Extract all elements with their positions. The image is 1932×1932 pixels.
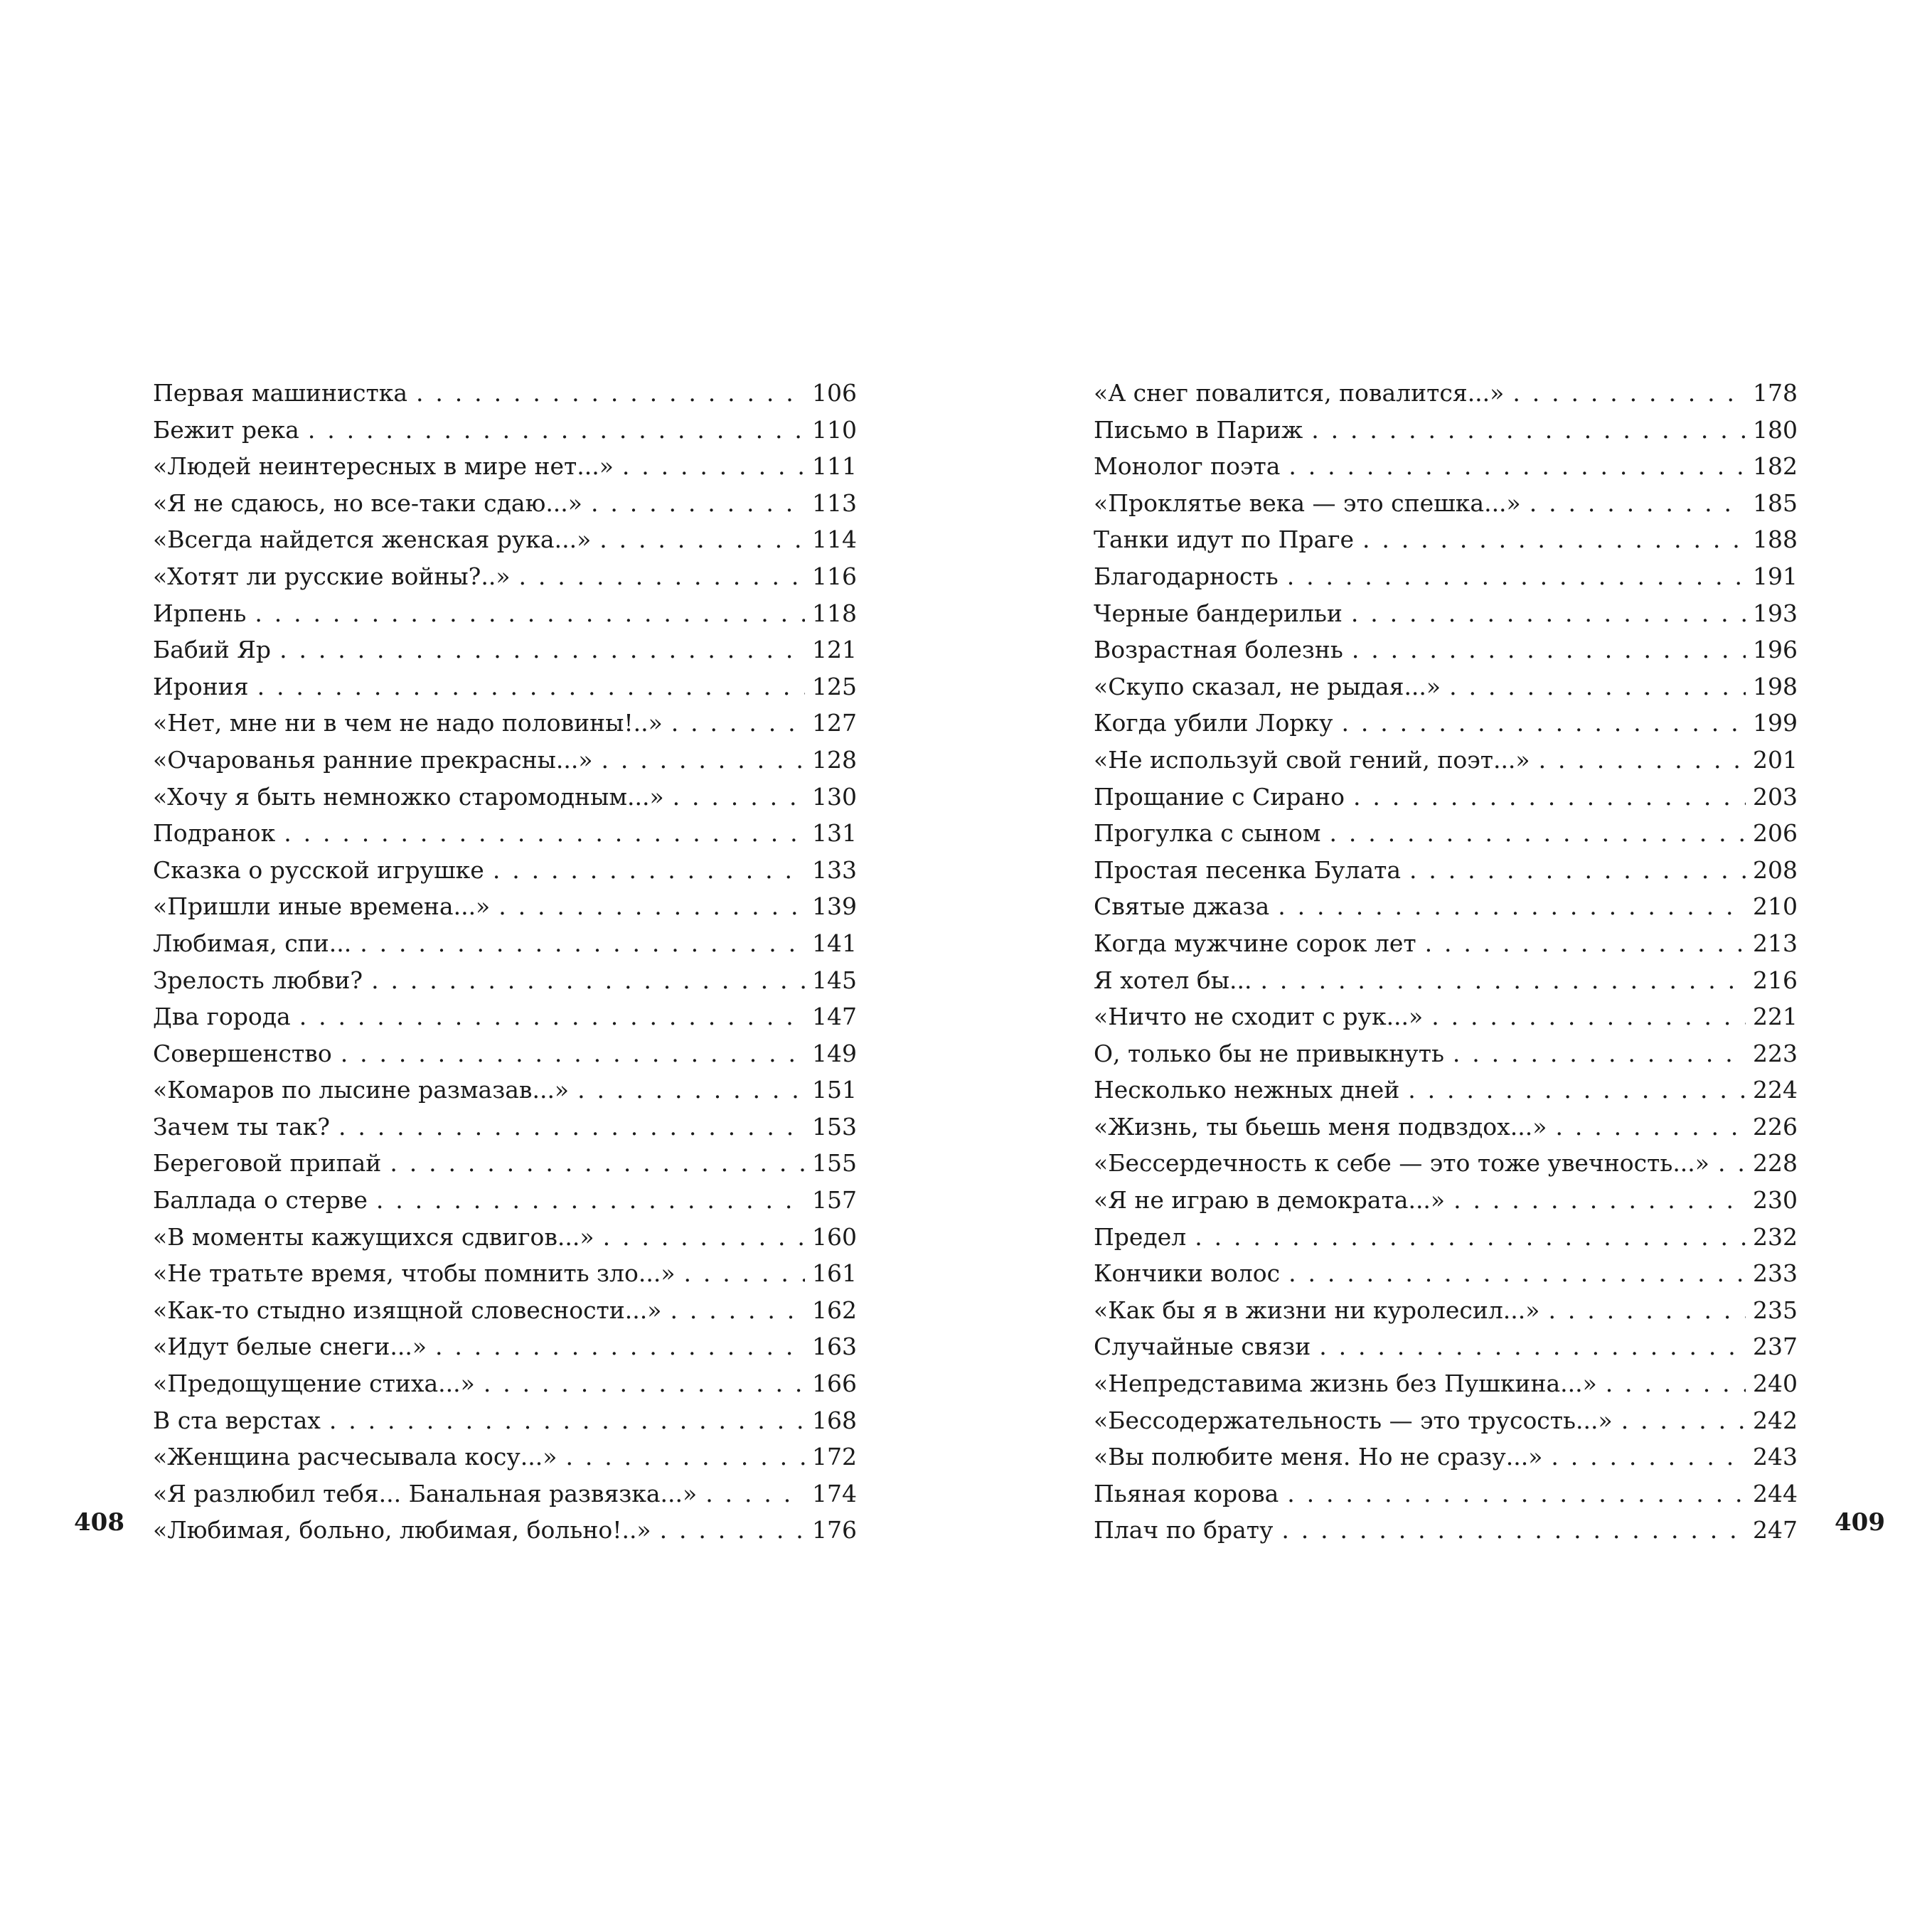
toc-entry-title: «Я разлюбил тебя... Банальная развязка...»: [153, 1479, 698, 1507]
toc-dot-leader: [498, 888, 805, 925]
toc-entry-title: «Всегда найдется женская рука...»: [153, 525, 592, 554]
toc-entry-page: 160: [812, 1222, 857, 1251]
toc-entry: [1094, 962, 1798, 999]
toc-entry-title: «Бессердечность к себе — это тоже увечность...»: [1094, 1149, 1709, 1178]
toc-entry: [153, 1109, 857, 1146]
toc-entry-page: 111: [812, 452, 857, 481]
toc-entry-page: 224: [1753, 1076, 1798, 1104]
toc-entry: [1094, 1328, 1798, 1365]
toc-dot-leader: [390, 1145, 805, 1182]
toc-entry-title: Случайные связи: [1094, 1333, 1311, 1361]
toc-dot-leader: [1606, 1365, 1746, 1402]
toc-entry-page: 235: [1753, 1296, 1798, 1324]
toc-entry: [153, 962, 857, 999]
toc-entry-title: Предел: [1094, 1222, 1187, 1251]
toc-entry-page: 201: [1753, 745, 1798, 774]
toc-entry-title: Черные бандерильи: [1094, 599, 1343, 627]
toc-entry: [1094, 1109, 1798, 1146]
toc-entry: [1094, 1439, 1798, 1475]
toc-dot-leader: [684, 1255, 805, 1292]
toc-entry: [153, 375, 857, 412]
toc-entry-title: Любимая, спи...: [153, 929, 352, 957]
toc-dot-leader: [484, 1365, 805, 1402]
toc-dot-leader: [376, 1182, 805, 1219]
toc-dot-leader: [577, 1072, 805, 1109]
toc-dot-leader: [1311, 412, 1746, 449]
toc-entry: [1094, 558, 1798, 595]
toc-entry-title: «Скупо сказал, не рыдая...»: [1094, 672, 1441, 700]
toc-entry: [153, 1365, 857, 1402]
toc-entry: [153, 1475, 857, 1512]
toc-entry-title: Несколько нежных дней: [1094, 1076, 1400, 1104]
toc-entry-title: «Предощущение стиха...»: [153, 1370, 475, 1398]
toc-entry: [153, 412, 857, 449]
toc-entry: [153, 705, 857, 742]
toc-dot-leader: [1431, 998, 1746, 1035]
toc-entry-page: 113: [812, 489, 857, 517]
toc-entry-page: 232: [1753, 1222, 1798, 1251]
toc-dot-leader: [329, 1402, 805, 1439]
toc-entry-title: В ста верстах: [153, 1406, 321, 1434]
toc-entry: [1094, 1035, 1798, 1072]
toc-entry: [1094, 1219, 1798, 1256]
toc-entry-page: 162: [812, 1296, 857, 1324]
toc-entry-title: Ирония: [153, 672, 249, 700]
toc-entry: [1094, 925, 1798, 962]
toc-entry-page: 198: [1753, 672, 1798, 700]
toc-entry-title: Зрелость любви?: [153, 966, 363, 994]
toc-entry-title: «Непредставима жизнь без Пушкина...»: [1094, 1370, 1597, 1398]
toc-entry-title: Зачем ты так?: [153, 1112, 330, 1141]
toc-entry-title: Кончики волос: [1094, 1259, 1281, 1288]
toc-entry-page: 110: [812, 415, 857, 444]
toc-entry-page: 118: [812, 599, 857, 627]
toc-entry-page: 247: [1753, 1516, 1798, 1544]
toc-entry: [1094, 521, 1798, 558]
toc-column-right: [1094, 375, 1798, 1549]
toc-dot-leader: [1408, 1072, 1746, 1109]
toc-entry: [153, 1219, 857, 1256]
toc-entry: [1094, 1072, 1798, 1109]
toc-entry-title: Прощание с Сирано: [1094, 782, 1345, 811]
toc-dot-leader: [599, 521, 805, 558]
toc-entry: [153, 815, 857, 852]
toc-dot-leader: [1453, 1035, 1746, 1072]
toc-dot-leader: [1353, 779, 1746, 816]
toc-entry-page: 116: [812, 562, 857, 590]
toc-entry-title: «Комаров по лысине размазав...»: [153, 1076, 570, 1104]
toc-entry-page: 216: [1753, 966, 1798, 994]
toc-entry-title: «Как бы я в жизни ни куролесил...»: [1094, 1296, 1540, 1324]
toc-entry: [1094, 815, 1798, 852]
toc-entry-page: 203: [1753, 782, 1798, 811]
toc-entry: [1094, 1475, 1798, 1512]
toc-entry-page: 149: [812, 1039, 857, 1067]
toc-dot-leader: [360, 925, 805, 962]
toc-entry: [1094, 742, 1798, 779]
toc-dot-leader: [591, 485, 805, 522]
toc-entry-page: 133: [812, 855, 857, 884]
toc-entry: [153, 1328, 857, 1365]
toc-dot-leader: [299, 998, 805, 1035]
toc-entry-page: 153: [812, 1112, 857, 1141]
toc-entry-title: Письмо в Париж: [1094, 415, 1303, 444]
toc-entry: [153, 1512, 857, 1549]
toc-dot-leader: [255, 595, 805, 632]
page-number-left: 408: [74, 1508, 124, 1537]
toc-dot-leader: [1329, 815, 1746, 852]
toc-entry: [1094, 1365, 1798, 1402]
toc-entry-page: 180: [1753, 415, 1798, 444]
toc-entry-page: 168: [812, 1406, 857, 1434]
toc-entry-title: «Я не играю в демократа...»: [1094, 1186, 1446, 1215]
toc-dot-leader: [308, 412, 805, 449]
toc-dot-leader: [1341, 705, 1746, 742]
toc-entry-page: 114: [812, 525, 857, 554]
toc-entry-title: Пьяная корова: [1094, 1479, 1279, 1507]
toc-entry-title: «А снег повалится, повалится...»: [1094, 379, 1505, 407]
toc-dot-leader: [603, 1219, 805, 1256]
toc-entry-title: Бежит река: [153, 415, 299, 444]
toc-entry-title: «Вы полюбите меня. Но не сразу...»: [1094, 1443, 1543, 1471]
toc-entry-page: 237: [1753, 1333, 1798, 1361]
toc-dot-leader: [1449, 668, 1746, 705]
toc-entry: [1094, 705, 1798, 742]
toc-dot-leader: [705, 1475, 805, 1512]
toc-entry-title: Когда убили Лорку: [1094, 709, 1333, 737]
toc-entry-title: Танки идут по Праге: [1094, 525, 1355, 554]
toc-entry-title: «Бессодержательность — это трусость...»: [1094, 1406, 1613, 1434]
toc-dot-leader: [1278, 888, 1746, 925]
toc-entry-page: 157: [812, 1186, 857, 1215]
toc-entry-title: «Очарованья ранние прекрасны...»: [153, 745, 593, 774]
toc-entry-page: 193: [1753, 599, 1798, 627]
toc-entry: [1094, 595, 1798, 632]
toc-entry: [1094, 448, 1798, 485]
page-number-right: 409: [1835, 1508, 1885, 1537]
toc-entry-title: «Я не сдаюсь, но все-таки сдаю...»: [153, 489, 582, 517]
toc-entry-title: Совершенство: [153, 1039, 332, 1067]
toc-dot-leader: [673, 779, 805, 816]
toc-dot-leader: [1195, 1219, 1746, 1256]
toc-entry-title: «Ничто не сходит с рук...»: [1094, 1003, 1424, 1031]
toc-entry-page: 147: [812, 1003, 857, 1031]
toc-entry-page: 172: [812, 1443, 857, 1471]
toc-entry-page: 210: [1753, 892, 1798, 921]
toc-dot-leader: [671, 705, 805, 742]
toc-entry-page: 131: [812, 819, 857, 848]
toc-entry: [1094, 888, 1798, 925]
toc-entry: [1094, 1182, 1798, 1219]
toc-entry-page: 166: [812, 1370, 857, 1398]
toc-entry: [153, 888, 857, 925]
toc-entry-page: 228: [1753, 1149, 1798, 1178]
toc-entry: [1094, 668, 1798, 705]
toc-dot-leader: [1555, 1109, 1746, 1146]
toc-entry-page: 155: [812, 1149, 857, 1178]
toc-entry: [153, 558, 857, 595]
toc-entry-title: Баллада о стерве: [153, 1186, 368, 1215]
toc-entry: [1094, 998, 1798, 1035]
toc-entry-title: «В моменты кажущихся сдвигов...»: [153, 1222, 594, 1251]
toc-entry-page: 188: [1753, 525, 1798, 554]
toc-dot-leader: [1621, 1402, 1746, 1439]
toc-entry-title: Когда мужчине сорок лет: [1094, 929, 1416, 957]
toc-entry-page: 244: [1753, 1479, 1798, 1507]
toc-entry-title: «Жизнь, ты бьешь меня подвздох...»: [1094, 1112, 1547, 1141]
toc-entry-page: 182: [1753, 452, 1798, 481]
toc-dot-leader: [1551, 1439, 1746, 1475]
toc-entry-title: «Женщина расчесывала косу...»: [153, 1443, 557, 1471]
toc-dot-leader: [565, 1439, 805, 1475]
toc-entry-page: 185: [1753, 489, 1798, 517]
toc-entry-title: Святые джаза: [1094, 892, 1270, 921]
toc-entry-page: 121: [812, 636, 857, 664]
toc-dot-leader: [341, 1035, 805, 1072]
toc-entry: [1094, 412, 1798, 449]
toc-entry: [1094, 631, 1798, 668]
toc-entry-page: 226: [1753, 1112, 1798, 1141]
toc-dot-leader: [371, 962, 805, 999]
toc-entry: [153, 1145, 857, 1182]
toc-entry-page: 206: [1753, 819, 1798, 848]
toc-entry-page: 213: [1753, 929, 1798, 957]
toc-entry-title: Бабий Яр: [153, 636, 272, 664]
toc-dot-leader: [622, 448, 805, 485]
toc-entry: [153, 1439, 857, 1475]
toc-dot-leader: [493, 852, 805, 889]
toc-entry-title: «Не тратьте время, чтобы помнить зло...»: [153, 1259, 676, 1288]
toc-entry: [1094, 1402, 1798, 1439]
toc-dot-leader: [1287, 1475, 1746, 1512]
toc-dot-leader: [1718, 1145, 1746, 1182]
toc-entry: [153, 1035, 857, 1072]
toc-entry-title: Сказка о русской игрушке: [153, 855, 484, 884]
toc-entry: [153, 595, 857, 632]
toc-entry: [153, 925, 857, 962]
toc-entry-title: «Как-то стыдно изящной словесности...»: [153, 1296, 662, 1324]
toc-dot-leader: [670, 1292, 805, 1329]
toc-entry: [153, 485, 857, 522]
toc-entry-page: 230: [1753, 1186, 1798, 1215]
toc-entry: [153, 1182, 857, 1219]
toc-entry-title: Береговой припай: [153, 1149, 382, 1178]
toc-entry-page: 145: [812, 966, 857, 994]
toc-entry: [1094, 852, 1798, 889]
toc-entry-title: «Не используй свой гений, поэт...»: [1094, 745, 1530, 774]
toc-entry-page: 178: [1753, 379, 1798, 407]
toc-entry-page: 127: [812, 709, 857, 737]
toc-entry-page: 208: [1753, 855, 1798, 884]
toc-entry: [153, 742, 857, 779]
toc-entry-page: 199: [1753, 709, 1798, 737]
toc-entry-title: «Пришли иные времена...»: [153, 892, 491, 921]
toc-entry-page: 125: [812, 672, 857, 700]
toc-entry-page: 191: [1753, 562, 1798, 590]
toc-entry: [153, 998, 857, 1035]
toc-entry-title: «Проклятье века — это спешка...»: [1094, 489, 1521, 517]
toc-entry-title: Простая песенка Булата: [1094, 855, 1402, 884]
toc-entry: [1094, 779, 1798, 816]
toc-entry-page: 163: [812, 1333, 857, 1361]
toc-dot-leader: [1351, 595, 1746, 632]
toc-entry-page: 151: [812, 1076, 857, 1104]
toc-entry-page: 240: [1753, 1370, 1798, 1398]
toc-entry: [153, 631, 857, 668]
toc-dot-leader: [1288, 1255, 1746, 1292]
toc-entry-title: Два города: [153, 1003, 291, 1031]
toc-dot-leader: [284, 815, 805, 852]
toc-dot-leader: [338, 1109, 805, 1146]
toc-entry-title: «Людей неинтересных в мире нет...»: [153, 452, 614, 481]
toc-entry-title: Подранок: [153, 819, 276, 848]
toc-dot-leader: [1362, 521, 1746, 558]
toc-dot-leader: [1453, 1182, 1746, 1219]
toc-entry: [1094, 1512, 1798, 1549]
toc-entry-title: Прогулка с сыном: [1094, 819, 1321, 848]
toc-entry-title: Первая машинистка: [153, 379, 408, 407]
toc-dot-leader: [519, 558, 805, 595]
toc-column-left: [153, 375, 857, 1549]
toc-entry-page: 130: [812, 782, 857, 811]
toc-entry-title: «Нет, мне ни в чем не надо половины!..»: [153, 709, 663, 737]
toc-entry: [153, 668, 857, 705]
toc-entry: [1094, 1292, 1798, 1329]
toc-entry-page: 106: [812, 379, 857, 407]
toc-entry-page: 233: [1753, 1259, 1798, 1288]
toc-dot-leader: [416, 375, 805, 412]
toc-entry-title: Монолог поэта: [1094, 452, 1281, 481]
toc-dot-leader: [279, 631, 805, 668]
toc-entry: [153, 1402, 857, 1439]
toc-dot-leader: [1548, 1292, 1746, 1329]
toc-dot-leader: [660, 1512, 805, 1549]
toc-entry-title: «Любимая, больно, любимая, больно!..»: [153, 1516, 651, 1544]
toc-entry: [153, 1072, 857, 1109]
toc-entry-page: 242: [1753, 1406, 1798, 1434]
toc-entry-title: Ирпень: [153, 599, 247, 627]
toc-entry-page: 196: [1753, 636, 1798, 664]
toc-entry: [1094, 1255, 1798, 1292]
toc-entry-title: «Хочу я быть немножко старомодным...»: [153, 782, 664, 811]
toc-entry: [153, 1255, 857, 1292]
toc-entry: [153, 448, 857, 485]
toc-entry-title: Плач по брату: [1094, 1516, 1274, 1544]
toc-dot-leader: [1539, 742, 1746, 779]
toc-dot-leader: [257, 668, 805, 705]
toc-entry-page: 139: [812, 892, 857, 921]
toc-entry-title: Благодарность: [1094, 562, 1279, 590]
toc-entry-title: Я хотел бы...: [1094, 966, 1252, 994]
toc-entry: [153, 521, 857, 558]
toc-entry-page: 141: [812, 929, 857, 957]
toc-dot-leader: [1512, 375, 1746, 412]
toc-entry: [1094, 485, 1798, 522]
toc-entry-page: 161: [812, 1259, 857, 1288]
toc-entry-page: 176: [812, 1516, 857, 1544]
toc-entry-page: 221: [1753, 1003, 1798, 1031]
toc-dot-leader: [435, 1328, 805, 1365]
toc-entry-title: «Хотят ли русские войны?..»: [153, 562, 511, 590]
toc-dot-leader: [1319, 1328, 1746, 1365]
toc-entry: [153, 852, 857, 889]
toc-entry-page: 128: [812, 745, 857, 774]
toc-entry: [1094, 375, 1798, 412]
toc-dot-leader: [1425, 925, 1746, 962]
toc-dot-leader: [1409, 852, 1746, 889]
toc-dot-leader: [1260, 962, 1746, 999]
toc-entry-page: 223: [1753, 1039, 1798, 1067]
toc-entry-page: 174: [812, 1479, 857, 1507]
toc-entry-title: «Идут белые снеги...»: [153, 1333, 427, 1361]
toc-dot-leader: [1287, 558, 1746, 595]
toc-dot-leader: [1288, 448, 1746, 485]
toc-entry: [153, 779, 857, 816]
toc-entry: [153, 1292, 857, 1329]
toc-entry-page: 243: [1753, 1443, 1798, 1471]
toc-entry-title: О, только бы не привыкнуть: [1094, 1039, 1444, 1067]
toc-entry-title: Возрастная болезнь: [1094, 636, 1343, 664]
toc-dot-leader: [1281, 1512, 1746, 1549]
toc-dot-leader: [1352, 631, 1746, 668]
toc-dot-leader: [602, 742, 805, 779]
toc-entry: [1094, 1145, 1798, 1182]
toc-dot-leader: [1530, 485, 1746, 522]
